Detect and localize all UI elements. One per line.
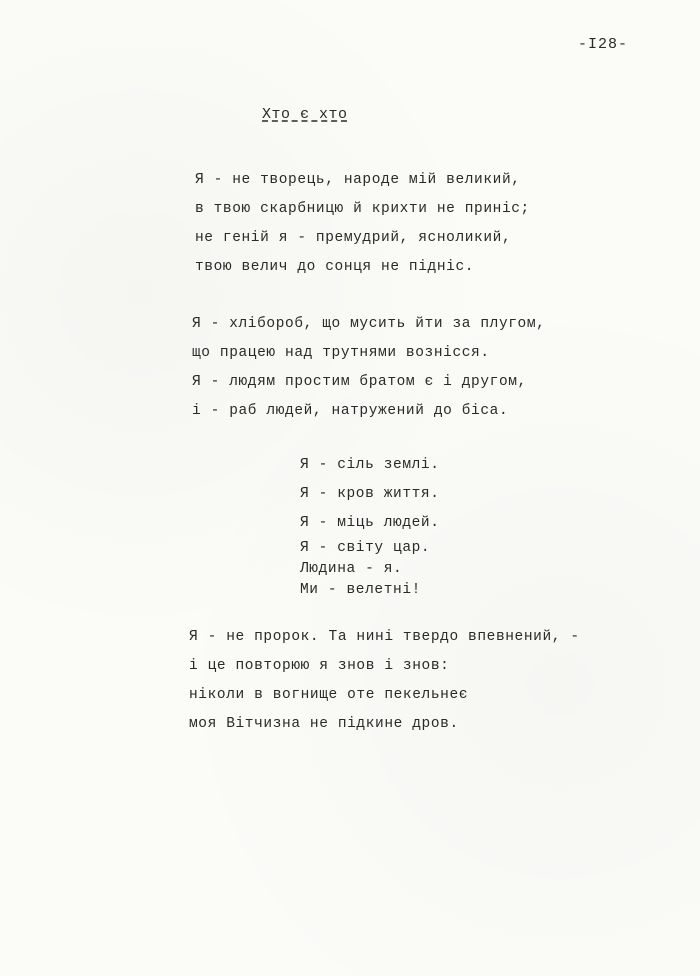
poem-line: моя Вітчизна не підкине дров. xyxy=(189,716,459,732)
stanza-3 xyxy=(300,451,440,601)
poem-line: Я - сіль землі. xyxy=(300,457,440,473)
poem-line: Я - хлібороб, що мусить йти за плугом, xyxy=(192,316,546,332)
poem-line: і це повторюю я знов і знов: xyxy=(189,658,450,674)
poem-line: Людина - я. xyxy=(300,561,403,577)
poem-line: Я - не творець, народе мій великий, xyxy=(195,172,521,188)
poem-line: ніколи в вогнище оте пекельнеє xyxy=(189,687,469,703)
poem-line: Я - не пророк. Та нині твердо впевнений, - xyxy=(189,629,580,645)
poem-line: Я - людям простим братом є і другом, xyxy=(192,374,527,390)
poem-line: не геній я - премудрий, ясноликий, xyxy=(195,230,512,246)
page-number: -I28- xyxy=(578,36,629,53)
stanza-1 xyxy=(195,166,530,282)
poem-line: Я - кров життя. xyxy=(300,486,440,502)
poem-line: Я - світу цар. xyxy=(300,540,431,556)
poem-line: Ми - велетні! xyxy=(300,582,421,598)
poem-line: твою велич до сонця не підніс. xyxy=(195,259,475,275)
stanza-2 xyxy=(192,310,545,426)
poem-line: що працею над трутнями вознісся. xyxy=(192,345,490,361)
poem-title: Хто є хто xyxy=(262,106,348,123)
poem-line: і - раб людей, натружений до біса. xyxy=(192,403,509,419)
poem-line: Я - міць людей. xyxy=(300,515,440,531)
poem-line: в твою скарбницю й крихти не приніс; xyxy=(195,201,530,217)
stanza-4 xyxy=(189,623,580,739)
